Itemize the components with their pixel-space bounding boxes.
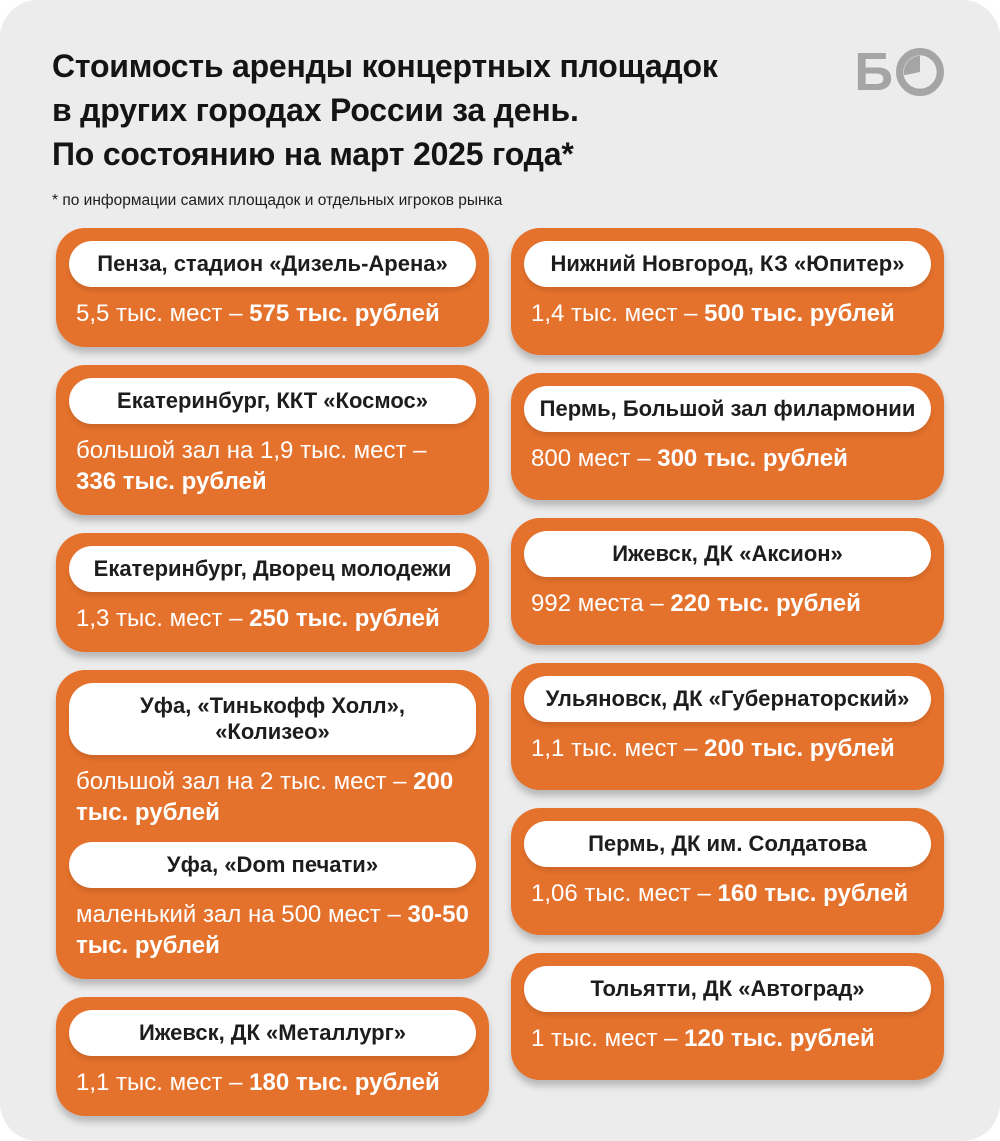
title-line-1: Стоимость аренды концертных площадок [52, 48, 718, 84]
capacity-text: 1 тыс. мест – [531, 1025, 685, 1052]
venue-name-pill [69, 546, 476, 592]
venue-name: Ижевск, ДК «Металлург» [139, 1020, 406, 1045]
venue-name-pill [69, 241, 476, 287]
venue-name-pill [524, 241, 931, 287]
header [0, 0, 1000, 210]
price-text: 200 тыс. рублей [76, 768, 454, 826]
venue-name: Ижевск, ДК «Аксион» [612, 541, 843, 566]
logo-letter-b: Б [854, 42, 892, 102]
venue-card-ekaterinburg-kosmos [56, 365, 489, 515]
venue-name-pill [69, 842, 476, 888]
capacity-text: 1,4 тыс. мест – [531, 300, 705, 327]
capacity-text: 1,1 тыс. мест – [531, 735, 705, 762]
venue-name: Уфа, «Dom печати» [166, 852, 379, 877]
venue-details [69, 899, 476, 961]
venue-card-izhevsk-metallurg [56, 997, 489, 1116]
title-line-2: в других городах России за день. [52, 92, 579, 128]
clock-icon [894, 46, 946, 98]
footnote: * по информации самих площадок и отдельных игроков рынка [52, 192, 503, 209]
price-text: 300 тыс. рублей [657, 445, 848, 472]
venue-name-pill [69, 378, 476, 424]
venue-name: Пермь, ДК им. Солдатова [588, 831, 867, 856]
venue-details [69, 1067, 476, 1098]
right-column [511, 228, 944, 1080]
venue-name: Ульяновск, ДК «Губернаторский» [545, 686, 910, 711]
venue-name-pill [524, 386, 931, 432]
venue-section-ufa-dom-pechati [69, 842, 476, 961]
venue-details [524, 588, 931, 619]
capacity-text: 1,1 тыс. мест – [76, 1069, 250, 1096]
capacity-text: 1,06 тыс. мест – [531, 880, 718, 907]
price-text: 336 тыс. рублей [76, 468, 267, 495]
venue-section-ufa-tinkoff-hall [69, 683, 476, 828]
venue-name-pill [524, 966, 931, 1012]
venue-name-pill [69, 1010, 476, 1056]
venue-card-ulyanovsk-gubernatorsky [511, 663, 944, 790]
venue-name: Екатеринбург, ККТ «Космос» [117, 388, 428, 413]
venue-name: Пермь, Большой зал филармонии [539, 396, 916, 421]
venue-details [69, 435, 476, 497]
capacity-text: 800 мест – [531, 445, 658, 472]
venue-name-pill [69, 683, 476, 755]
venue-name: Тольятти, ДК «Автоград» [590, 976, 865, 1001]
business-online-logo [854, 42, 946, 102]
price-text: 200 тыс. рублей [704, 735, 895, 762]
price-text: 120 тыс. рублей [684, 1025, 875, 1052]
page-title [52, 44, 850, 176]
venue-details [69, 766, 476, 828]
venue-card-ekaterinburg-dvorets-molodezhi [56, 533, 489, 652]
venue-name-pill [524, 676, 931, 722]
venue-name: Пенза, стадион «Дизель-Арена» [97, 251, 448, 276]
capacity-text: большой зал на 2 тыс. мест – [76, 768, 414, 795]
venue-details [524, 1023, 931, 1054]
venue-details [524, 878, 931, 909]
venue-name-pill [524, 821, 931, 867]
venue-name-pill [524, 531, 931, 577]
capacity-text: большой зал на 1,9 тыс. мест – [76, 437, 427, 464]
venue-card-izhevsk-aksion [511, 518, 944, 645]
capacity-text: маленький зал на 500 мест – [76, 901, 408, 928]
capacity-text: 1,3 тыс. мест – [76, 605, 250, 632]
price-text: 220 тыс. рублей [670, 590, 861, 617]
venue-card-grid [56, 228, 944, 1096]
venue-name: Уфа, «Тинькофф Холл», «Колизео» [140, 693, 405, 744]
venue-card-penza-dizel-arena [56, 228, 489, 347]
price-text: 180 тыс. рублей [249, 1069, 440, 1096]
venue-card-ufa-double [56, 670, 489, 979]
venue-details [524, 443, 931, 474]
venue-name: Екатеринбург, Дворец молодежи [93, 556, 452, 581]
left-column [56, 228, 489, 1096]
venue-name: Нижний Новгород, КЗ «Юпитер» [550, 251, 905, 276]
capacity-text: 992 места – [531, 590, 671, 617]
venue-card-perm-filarmonia [511, 373, 944, 500]
price-text: 500 тыс. рублей [704, 300, 895, 327]
price-text: 575 тыс. рублей [249, 300, 440, 327]
venue-details [524, 733, 931, 764]
venue-card-nizhny-novgorod-yupiter [511, 228, 944, 355]
venue-card-tolyatti-avtograd [511, 953, 944, 1080]
venue-details [69, 603, 476, 634]
venue-card-perm-soldatova [511, 808, 944, 935]
venue-details [69, 298, 476, 329]
price-text: 250 тыс. рублей [249, 605, 440, 632]
capacity-text: 5,5 тыс. мест – [76, 300, 250, 327]
price-text: 160 тыс. рублей [717, 880, 909, 907]
price-text: 30-50 тыс. рублей [76, 901, 469, 959]
title-line-3: По состоянию на март 2025 года* [52, 136, 574, 172]
venue-details [524, 298, 931, 329]
